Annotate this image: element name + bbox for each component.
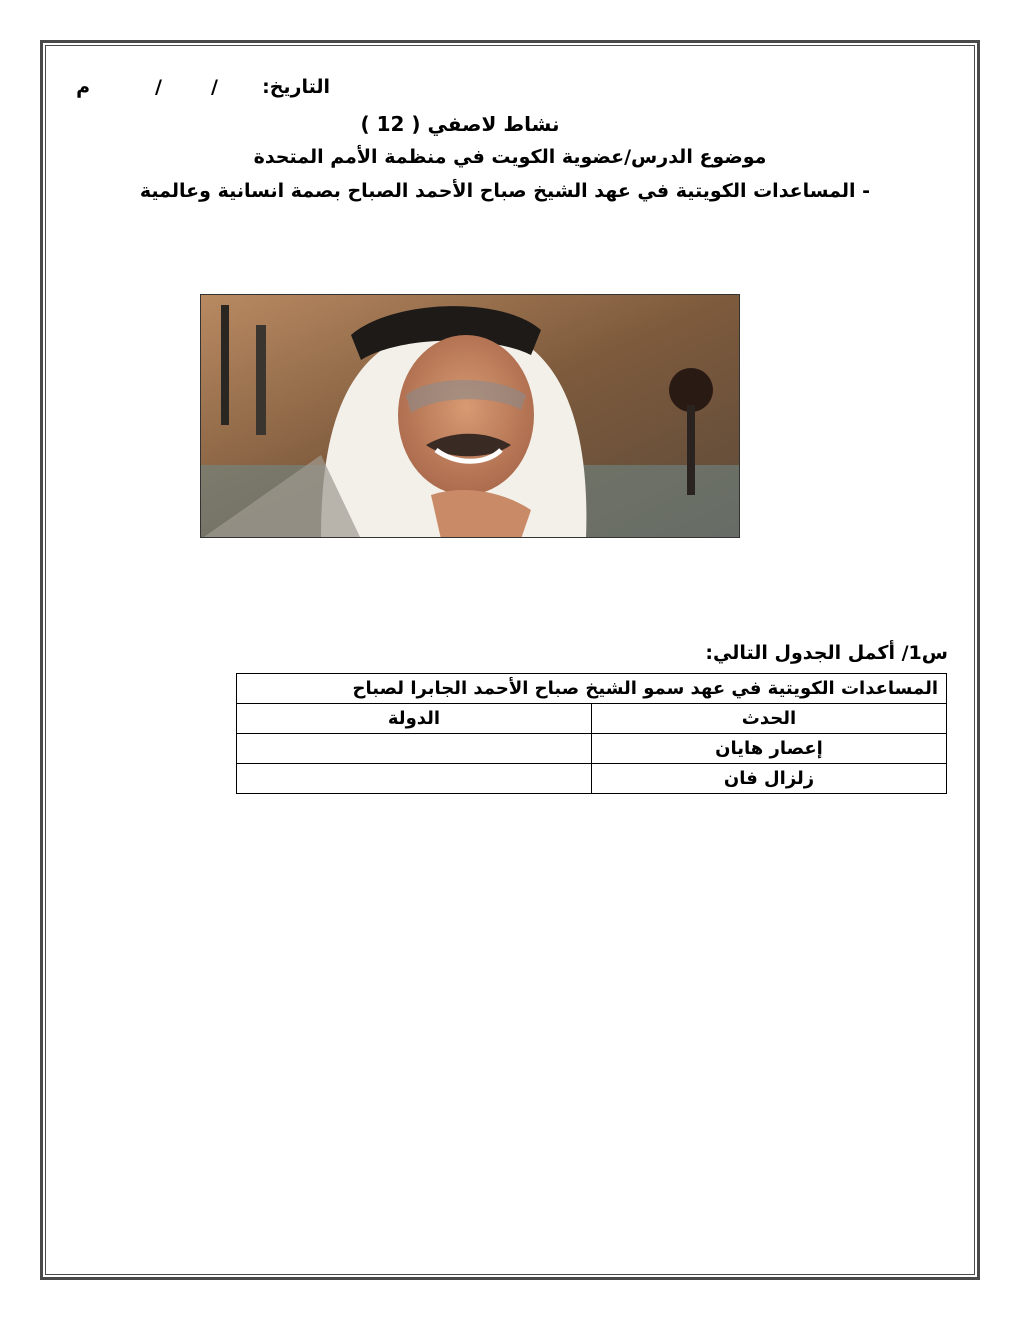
column-header-country: الدولة — [237, 704, 592, 734]
table-row — [237, 734, 947, 764]
date-row — [60, 76, 330, 106]
activity-title: نشاط لاصفي ( 12 ) — [360, 112, 560, 136]
table-row — [237, 764, 947, 794]
date-separator: / — [155, 76, 162, 98]
event-cell: إعصار هايان — [592, 734, 947, 764]
event-cell: زلزال فان — [592, 764, 947, 794]
table-heading: المساعدات الكويتية في عهد سمو الشيخ صباح الأحمد الجابرا لصباح — [237, 674, 947, 704]
aid-table — [236, 673, 947, 794]
question-label: س1/ أكمل الجدول التالي: — [705, 642, 948, 664]
date-suffix: م — [76, 76, 90, 98]
lesson-subtitle: - المساعدات الكويتية في عهد الشيخ صباح الأحمد الصباح بصمة انسانية وعالمية — [139, 180, 870, 202]
date-label: التاريخ: — [262, 76, 330, 98]
column-header-event: الحدث — [592, 704, 947, 734]
portrait-photo — [200, 294, 740, 538]
country-answer-cell[interactable] — [237, 734, 592, 764]
date-separator: / — [211, 76, 218, 98]
country-answer-cell[interactable] — [237, 764, 592, 794]
lesson-title: موضوع الدرس/عضوية الكويت في منظمة الأمم المتحدة — [253, 146, 767, 168]
table-column-headers — [237, 704, 947, 734]
table-heading-row — [237, 674, 947, 704]
